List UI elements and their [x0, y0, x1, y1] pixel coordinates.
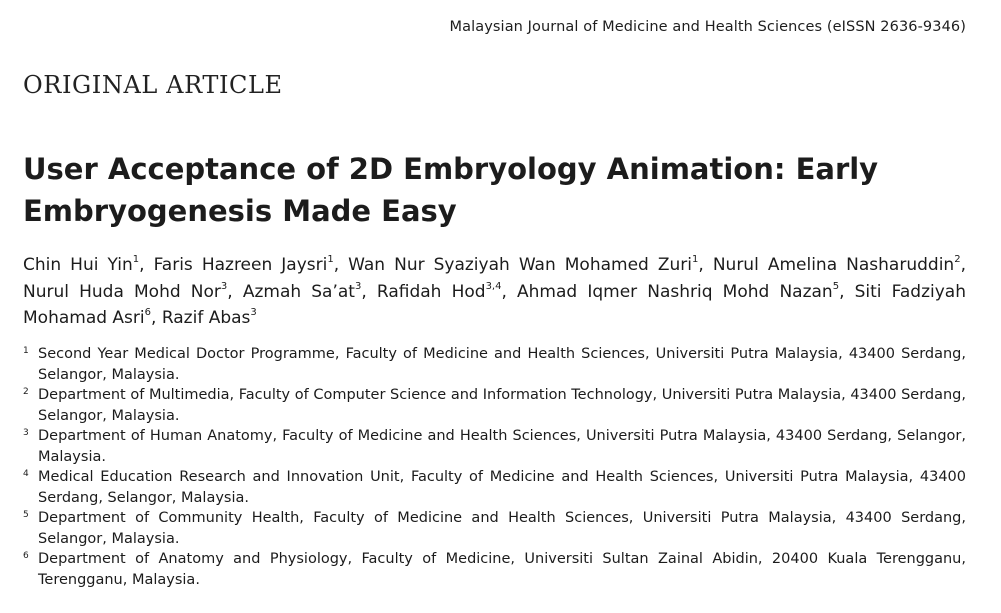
affiliation-number: 5 [23, 510, 29, 520]
author-affiliation-mark: 3 [250, 307, 257, 319]
affiliation-text: Department of Human Anatomy, Faculty of Medicine and Health Sciences, Universiti Putra Malaysia, 43400 Serdang, Selangor, Malaysia. [38, 428, 966, 465]
author-affiliation-mark: 1 [132, 254, 140, 266]
affiliation-text: Second Year Medical Doctor Programme, Faculty of Medicine and Health Sciences, Universiti Putra Malaysia, 43400 Serdang, Selangor, Malaysia. [38, 346, 966, 383]
author-affiliation-mark: 5 [832, 280, 840, 292]
author-list: Chin Hui Yin$^1$, Faris Hazreen Jaysri$^1$, Wan Nur Syaziyah Wan Mohamed Zuri$^1$, Nurul Amelina Nasharuddin$^2$, Nurul Huda Mohd Nor$^3$, Azmah $Sa’at^3$, Rafidah Hod$^{3,4}$, Ahmad Iqmer Nashriq Mohd Nazan$^5$, Siti Fadziyah Mohamad Asri$^6$, Razif Abas$^3$ [23, 254, 966, 328]
author-affiliation-mark: 6 [144, 307, 152, 319]
author-affiliation-mark: 1 [692, 254, 699, 266]
author-name: Chin Hui Yin [23, 255, 133, 275]
affiliation-number: 6 [23, 551, 29, 561]
affiliation-text: Department of Anatomy and Physiology, Faculty of Medicine, Universiti Sultan Zainal Abidin, 20400 Kuala Terengganu, Terengganu, Malaysia. [38, 551, 966, 588]
article-title [23, 148, 966, 232]
author [713, 255, 961, 275]
affiliation-item [23, 467, 966, 508]
author-affiliation-mark: 3 [220, 280, 228, 292]
affiliation-text: Department of Multimedia, Faculty of Computer Science and Information Technology, Universiti Putra Malaysia, 43400 Serdang, Selangor, Malaysia. [38, 387, 966, 424]
affiliation-item [23, 508, 966, 549]
author-name: Ahmad Iqmer Nashriq Mohd Nazan [517, 281, 833, 302]
author [377, 282, 502, 302]
affiliation-item [23, 344, 966, 385]
affiliation-number: 4 [23, 469, 29, 479]
affiliation-list [23, 344, 966, 590]
affiliation-item [23, 549, 966, 590]
affiliation-number: 3 [23, 428, 29, 438]
author [348, 255, 698, 275]
author-affiliation-mark: 3 [354, 280, 362, 292]
author-name: Faris Hazreen Jaysri [153, 255, 328, 275]
affiliation-text: Department of Community Health, Faculty of Medicine and Health Sciences, Universiti Putra Malaysia, 43400 Serdang, Selangor, Malaysia. [38, 510, 966, 547]
author [154, 255, 334, 275]
author-name: Razif Abas [161, 308, 251, 328]
author-name: Nurul Amelina Nasharuddin [712, 255, 955, 275]
author-name: Nurul Huda Mohd Nor [23, 281, 221, 302]
author-affiliation-mark: 1 [327, 254, 334, 266]
author-name: Azmah Sa’at [242, 281, 355, 302]
author [23, 255, 139, 275]
author [23, 282, 227, 302]
author [243, 282, 362, 302]
author-name: Wan Nur Syaziyah Wan Mohamed Zuri [348, 255, 693, 275]
affiliation-item [23, 426, 966, 467]
article-title-line1: User Acceptance of 2D Embryology Animation: Early [23, 152, 879, 186]
affiliation-number: 2 [23, 387, 29, 397]
affiliation-number: 1 [23, 346, 29, 356]
author-affiliation-mark: 2 [954, 254, 961, 266]
journal-header: Malaysian Journal of Medicine and Health Sciences (eISSN 2636-9346) [449, 19, 966, 35]
article-title-line2: Embryogenesis Made Easy [23, 194, 457, 228]
author-name: Rafidah Hod [376, 281, 486, 302]
author [162, 308, 257, 328]
affiliation-item [23, 385, 966, 426]
affiliation-text: Medical Education Research and Innovation Unit, Faculty of Medicine and Health Sciences, Universiti Putra Malaysia, 43400 Serdang, Selangor, Malaysia. [38, 469, 966, 506]
author-name: Siti Fadziyah Mohamad Asri [23, 281, 966, 328]
article-type-label: ORIGINAL ARTICLE [23, 71, 283, 99]
author [517, 282, 839, 302]
author-affiliation-mark: 3,4 [485, 280, 502, 292]
